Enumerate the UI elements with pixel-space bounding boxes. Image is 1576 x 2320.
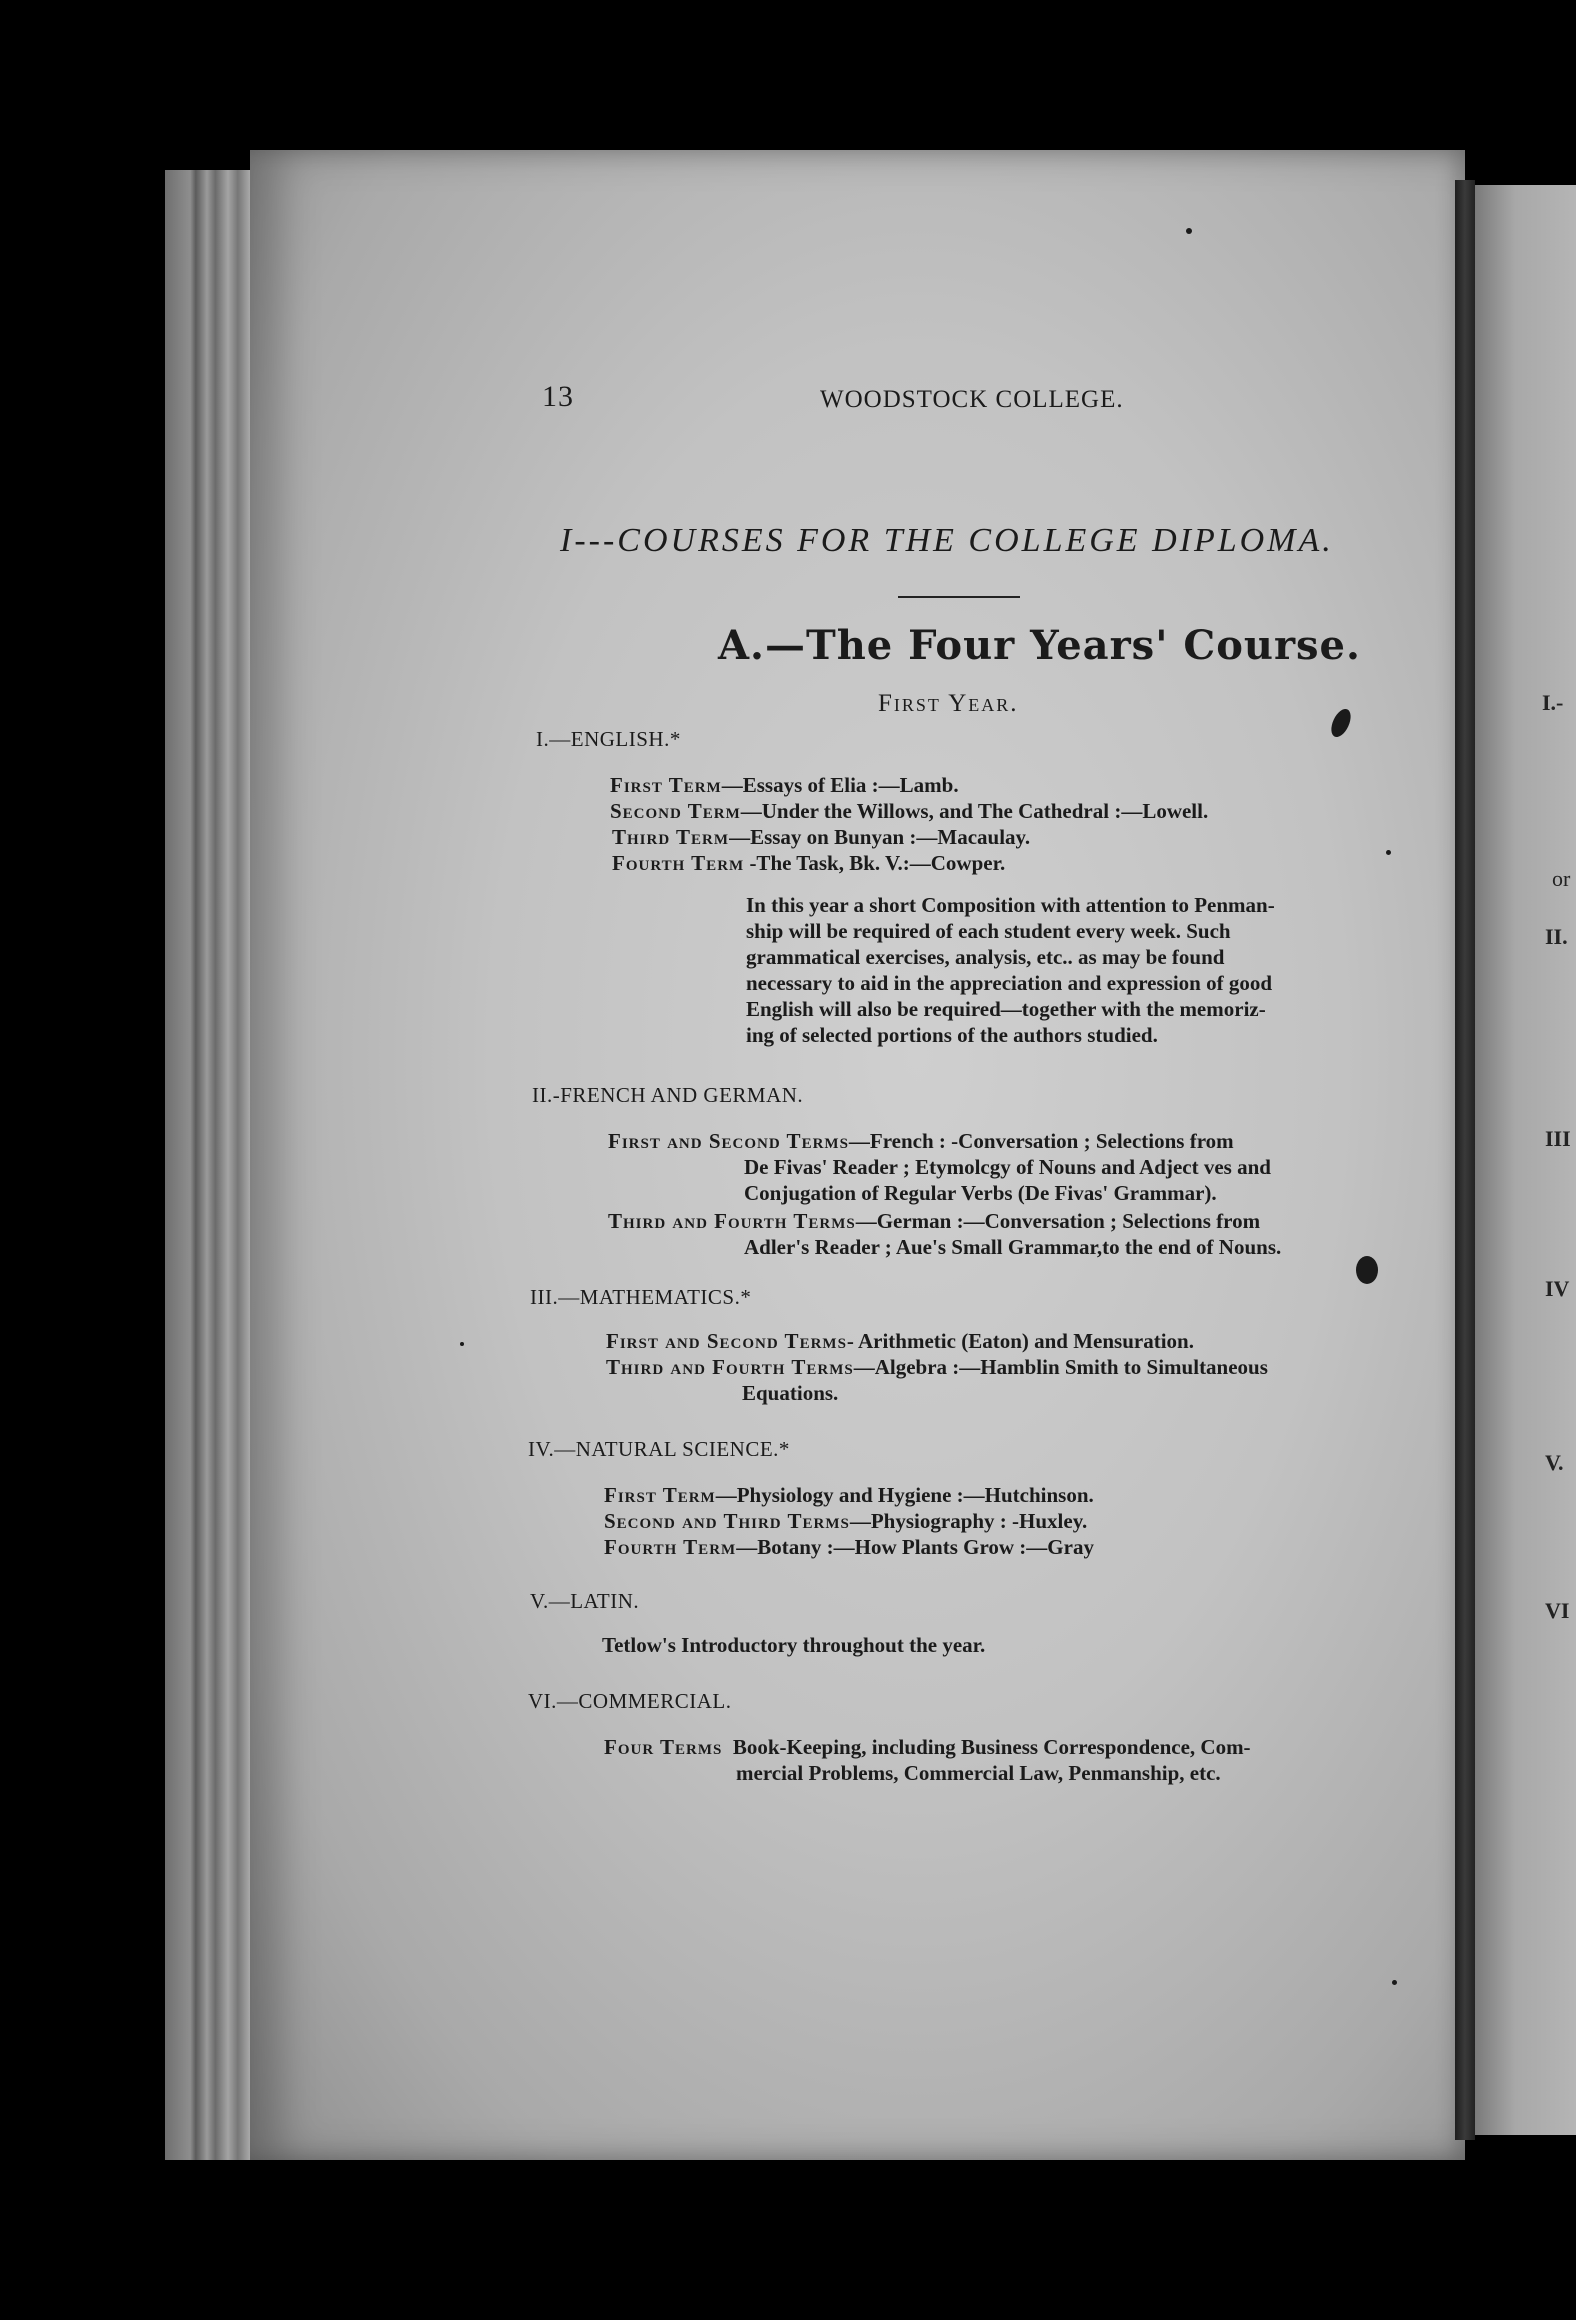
section-title: I---COURSES FOR THE COLLEGE DIPLOMA. — [560, 522, 1334, 559]
english-note-line: ship will be required of each student every week. Such — [746, 919, 1231, 943]
french-line: First and Second Terms—French : -Conversation ; Selections from — [608, 1129, 1234, 1153]
course-title: A.—The Four Years' Course. — [718, 622, 1361, 669]
german-line: Third and Fourth Terms—German :—Conversation ; Selections from — [608, 1209, 1261, 1233]
running-head-title: WOODSTOCK COLLEGE. — [820, 386, 1124, 413]
natural-science-heading: IV.—NATURAL SCIENCE.* — [528, 1437, 790, 1461]
english-term-line: First Term—Essays of Elia :—Lamb. — [610, 773, 959, 797]
science-line: First Term—Physiology and Hygiene :—Hutchinson. — [604, 1483, 1094, 1507]
speck — [1392, 1980, 1397, 1985]
title-rule — [898, 596, 1020, 598]
english-heading: I.—ENGLISH.* — [536, 727, 681, 751]
english-note-line: ing of selected portions of the authors studied. — [746, 1023, 1158, 1047]
english-term-line: Fourth Term -The Task, Bk. V.:—Cowper. — [612, 851, 1006, 875]
speck — [1186, 228, 1192, 234]
math-line: Equations. — [742, 1381, 839, 1405]
math-line: First and Second Terms- Arithmetic (Eaton) and Mensuration. — [606, 1329, 1194, 1353]
commercial-heading: VI.—COMMERCIAL. — [528, 1689, 732, 1713]
facing-edge-text: V. — [1545, 1450, 1564, 1475]
german-line: Adler's Reader ; Aue's Small Grammar,to the end of Nouns. — [744, 1235, 1282, 1259]
speck — [460, 1342, 464, 1346]
facing-edge-text: I.- — [1542, 690, 1564, 715]
english-note-line: English will also be required—together with the memoriz- — [746, 997, 1266, 1021]
english-note-line: grammatical exercises, analysis, etc.. as may be found — [746, 945, 1225, 969]
facing-edge-text: III — [1545, 1126, 1571, 1151]
year-title: First Year. — [878, 690, 1019, 717]
facing-page — [1475, 185, 1576, 2135]
facing-edge-text: VI — [1545, 1598, 1570, 1623]
ink-blot — [1356, 1256, 1378, 1284]
facing-edge-text: or — [1552, 866, 1571, 891]
facing-edge-text: IV — [1545, 1276, 1570, 1301]
page-number: 13 — [542, 380, 574, 413]
math-line: Third and Fourth Terms—Algebra :—Hamblin Smith to Simultaneous — [606, 1355, 1268, 1379]
book-gutter — [1455, 180, 1475, 2140]
latin-line: Tetlow's Introductory throughout the year. — [602, 1633, 986, 1657]
commercial-line: Four Terms Book-Keeping, including Business Correspondence, Com- — [604, 1735, 1251, 1759]
french-line: De Fivas' Reader ; Etymolcgy of Nouns and Adject ves and — [744, 1155, 1271, 1179]
english-note-line: In this year a short Composition with attention to Penman- — [746, 893, 1275, 917]
french-line: Conjugation of Regular Verbs (De Fivas' Grammar). — [744, 1181, 1217, 1205]
latin-heading: V.—LATIN. — [530, 1589, 640, 1613]
english-term-line: Third Term—Essay on Bunyan :—Macaulay. — [612, 825, 1031, 849]
science-line: Second and Third Terms—Physiography : -Huxley. — [604, 1509, 1088, 1533]
science-line: Fourth Term—Botany :—How Plants Grow :—Gray — [604, 1535, 1094, 1559]
facing-edge-text: II. — [1545, 924, 1568, 949]
english-term-line: Second Term—Under the Willows, and The Cathedral :—Lowell. — [610, 799, 1209, 823]
mathematics-heading: III.—MATHEMATICS.* — [530, 1285, 752, 1309]
speck — [1386, 850, 1391, 855]
french-german-heading: II.-FRENCH AND GERMAN. — [532, 1083, 804, 1107]
commercial-line: mercial Problems, Commercial Law, Penmanship, etc. — [736, 1761, 1221, 1785]
english-note-line: necessary to aid in the appreciation and expression of good — [746, 971, 1273, 995]
